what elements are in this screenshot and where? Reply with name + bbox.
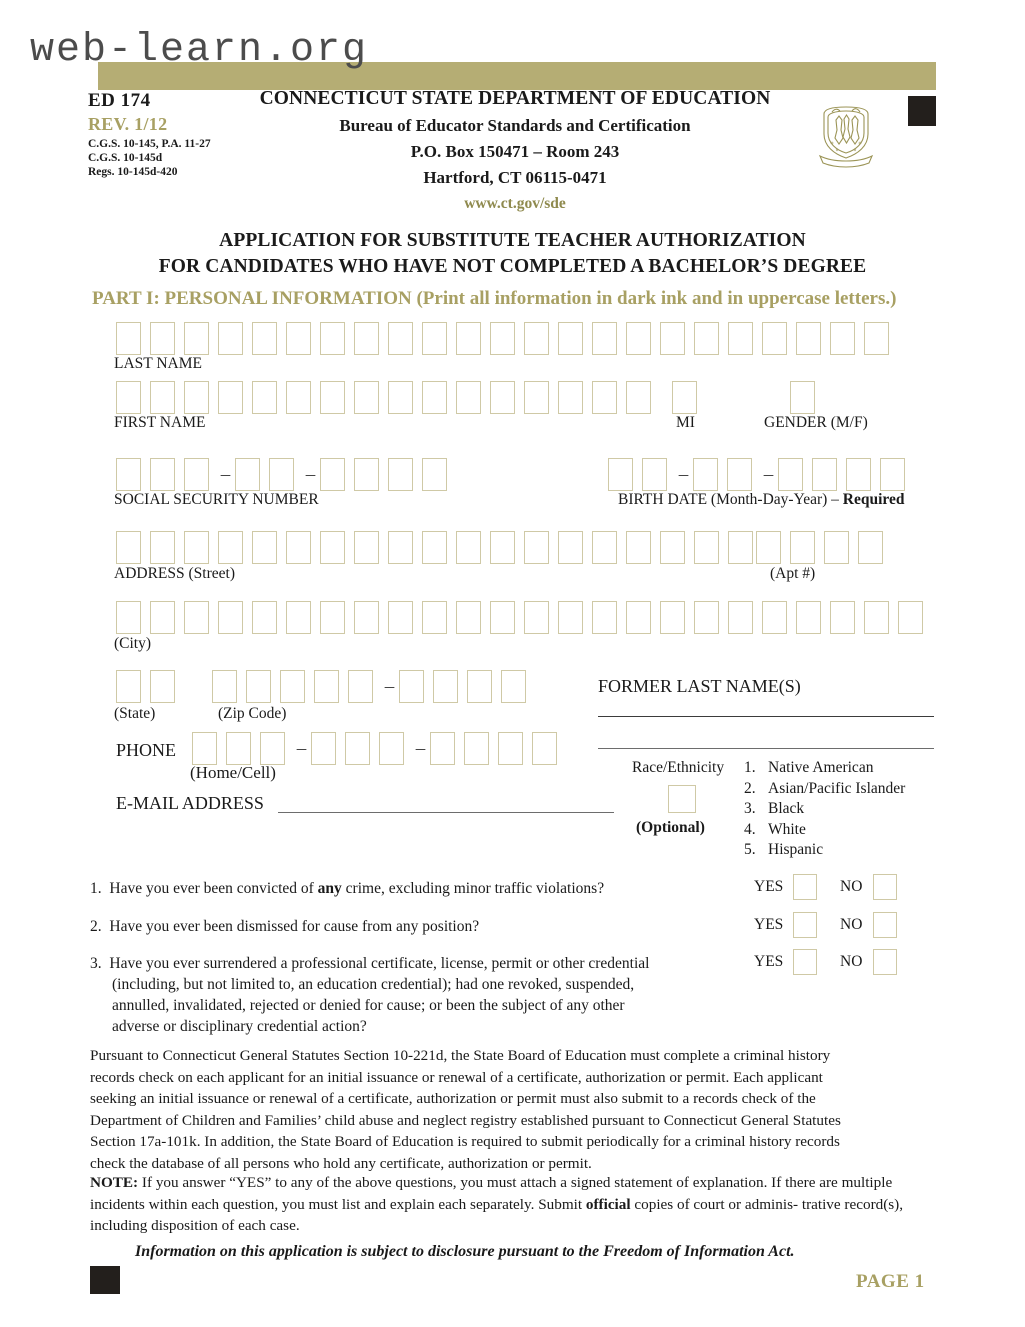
character-box[interactable]	[116, 531, 141, 564]
character-box[interactable]	[524, 322, 549, 355]
page-number-footer: PAGE 1	[856, 1271, 925, 1292]
character-box[interactable]	[880, 458, 905, 491]
character-box[interactable]	[858, 531, 883, 564]
note-line-1: If you answer “YES” to any of the above questions, you must attach a signed statement of explanation. If there are	[138, 1174, 838, 1191]
character-box[interactable]	[524, 601, 549, 634]
race-ethnicity-input[interactable]	[668, 785, 696, 813]
birth-date-label-text: BIRTH DATE (Month-Day-Year) –	[618, 491, 843, 508]
group-separator-dash: –	[220, 463, 231, 485]
race-option-number: 3.	[744, 800, 756, 817]
character-box[interactable]	[116, 381, 141, 414]
character-box[interactable]	[490, 531, 515, 564]
character-box[interactable]	[184, 322, 209, 355]
question-2-no-checkbox[interactable]	[873, 912, 897, 938]
po-box-line: P.O. Box 150471 – Room 243	[410, 142, 620, 161]
character-box[interactable]	[693, 458, 718, 491]
note-line-2a: multiple incidents within each question, you must list and explain each separately. Submit	[90, 1174, 893, 1213]
question-1	[90, 878, 730, 899]
character-box[interactable]	[592, 601, 617, 634]
character-box[interactable]	[218, 601, 243, 634]
page-title-line-2: FOR CANDIDATES WHO HAVE NOT COMPLETED A BACHELOR’S DEGREE	[158, 256, 867, 277]
race-option-label: Hispanic	[768, 841, 824, 858]
phone-input[interactable]	[192, 732, 566, 765]
zip-code-label: (Zip Code)	[218, 705, 287, 722]
question-2-no-label: NO	[840, 916, 863, 933]
character-box[interactable]	[286, 322, 311, 355]
registration-mark-bottom-left	[90, 1266, 120, 1294]
character-box[interactable]	[433, 670, 458, 703]
character-box[interactable]	[354, 322, 379, 355]
character-box[interactable]	[320, 322, 345, 355]
question-3-yes-checkbox[interactable]	[793, 949, 817, 975]
race-option	[744, 799, 905, 820]
character-box[interactable]	[286, 531, 311, 564]
race-option	[744, 820, 905, 841]
character-box[interactable]	[694, 322, 719, 355]
character-box[interactable]	[626, 381, 651, 414]
question-text: Have you ever been dismissed for cause from any position?	[109, 918, 480, 935]
note-line-2b: copies of court or adminis-	[630, 1195, 799, 1213]
agency-name: CONNECTICUT STATE DEPARTMENT OF EDUCATION	[259, 88, 771, 109]
character-box[interactable]	[260, 732, 285, 765]
character-box[interactable]	[252, 381, 277, 414]
statute-line: Department of Children and Families’ child abuse and neglect registry established pursuant to Connecticut General Statutes	[90, 1111, 841, 1129]
character-box[interactable]	[354, 601, 379, 634]
note-label: NOTE:	[90, 1174, 139, 1191]
note-line-3: trative record(s), including disposition of each case.	[90, 1195, 904, 1234]
character-box[interactable]	[626, 601, 651, 634]
character-box[interactable]	[778, 458, 803, 491]
character-box[interactable]	[192, 732, 217, 765]
watermark-text: web-learn.org	[30, 28, 369, 73]
character-box[interactable]	[345, 732, 370, 765]
question-1-yes-checkbox[interactable]	[793, 874, 817, 900]
race-option-number: 1.	[744, 759, 756, 776]
ssn-label: SOCIAL SECURITY NUMBER	[114, 491, 319, 508]
statute-line: Section 17a-101k. In addition, the State Board of Education is required to submit periodically for a criminal history records	[90, 1133, 840, 1150]
character-box[interactable]	[422, 458, 447, 491]
character-box[interactable]	[864, 601, 889, 634]
question-text: Have you ever surrendered a professional certificate, license, permit or other credential	[109, 955, 650, 972]
masthead-center-block	[190, 88, 840, 213]
question-continuation-line: adverse or disciplinary credential action?	[112, 1018, 367, 1035]
character-box[interactable]	[269, 458, 294, 491]
race-option-label: Asian/Pacific Islander	[768, 779, 906, 797]
character-box[interactable]	[592, 531, 617, 564]
character-box[interactable]	[354, 531, 379, 564]
email-input-line[interactable]	[278, 812, 614, 813]
race-option-label: White	[768, 820, 806, 838]
apartment-number-input[interactable]	[756, 531, 892, 564]
character-box[interactable]	[150, 601, 175, 634]
character-box[interactable]	[790, 381, 815, 414]
character-box[interactable]	[642, 458, 667, 491]
character-box[interactable]	[116, 670, 141, 703]
character-box[interactable]	[830, 322, 855, 355]
character-box[interactable]	[592, 322, 617, 355]
character-box[interactable]	[150, 670, 175, 703]
race-option-label: Native American	[768, 759, 874, 776]
statute-line: records check on each applicant for an initial issuance or renewal of a certificate, authorization or permit. Each applicant	[90, 1068, 823, 1086]
question-3	[90, 953, 730, 1037]
race-ethnicity-options	[744, 758, 905, 861]
gender-input[interactable]	[790, 381, 824, 414]
question-number: 1.	[90, 880, 110, 897]
birth-date-input[interactable]	[608, 458, 914, 491]
character-box[interactable]	[184, 381, 209, 414]
character-box[interactable]	[608, 458, 633, 491]
character-box[interactable]	[790, 531, 815, 564]
character-box[interactable]	[846, 458, 871, 491]
character-box[interactable]	[558, 381, 583, 414]
character-box[interactable]	[464, 732, 489, 765]
character-box[interactable]	[184, 601, 209, 634]
middle-initial-input[interactable]	[672, 381, 706, 414]
character-box[interactable]	[490, 601, 515, 634]
question-1-yes-label: YES	[754, 878, 784, 895]
question-continuation-line: (including, but not limited to, an education credential); had one revoked, suspended,	[112, 976, 635, 993]
race-ethnicity-label: Race/Ethnicity	[632, 759, 725, 776]
character-box[interactable]	[456, 601, 481, 634]
character-box[interactable]	[314, 670, 339, 703]
character-box[interactable]	[558, 601, 583, 634]
character-box[interactable]	[320, 381, 345, 414]
question-1-no-checkbox[interactable]	[873, 874, 897, 900]
character-box[interactable]	[796, 322, 821, 355]
character-box[interactable]	[388, 381, 413, 414]
form-number: ED 174	[88, 90, 151, 111]
statute-line: seeking an initial issuance or renewal of a certificate, authorization or permit must also submit to a records check of the	[90, 1090, 816, 1107]
first-name-label: FIRST NAME	[114, 414, 206, 431]
character-box[interactable]	[184, 458, 209, 491]
character-box[interactable]	[456, 381, 481, 414]
character-box[interactable]	[824, 531, 849, 564]
registration-mark-top-right	[908, 96, 936, 126]
group-separator-dash: –	[384, 675, 395, 697]
character-box[interactable]	[756, 531, 781, 564]
character-box[interactable]	[354, 458, 379, 491]
character-box[interactable]	[762, 322, 787, 355]
question-3-no-checkbox[interactable]	[873, 949, 897, 975]
character-box[interactable]	[150, 458, 175, 491]
character-box[interactable]	[399, 670, 424, 703]
character-box[interactable]	[524, 531, 549, 564]
character-box[interactable]	[388, 601, 413, 634]
character-box[interactable]	[212, 670, 237, 703]
question-number: 3.	[90, 955, 110, 972]
middle-initial-label: MI	[676, 414, 695, 431]
character-box[interactable]	[320, 531, 345, 564]
character-box[interactable]	[728, 322, 753, 355]
character-box[interactable]	[320, 458, 345, 491]
phone-sublabel: (Home/Cell)	[190, 763, 276, 782]
character-box[interactable]	[150, 381, 175, 414]
race-option	[744, 758, 905, 779]
character-box[interactable]	[348, 670, 373, 703]
race-option-number: 5.	[744, 841, 756, 858]
character-box[interactable]	[116, 458, 141, 491]
race-option	[744, 779, 905, 800]
character-box[interactable]	[422, 601, 447, 634]
agency-website-link[interactable]: www.ct.gov/sde	[464, 195, 566, 212]
citation-line-3: Regs. 10-145d-420	[88, 166, 178, 178]
group-separator-dash: –	[763, 463, 774, 485]
question-2	[90, 916, 730, 937]
phone-label: PHONE	[116, 740, 177, 760]
group-separator-dash: –	[415, 737, 426, 759]
state-input[interactable]	[116, 670, 184, 703]
character-box[interactable]	[150, 322, 175, 355]
character-box[interactable]	[246, 670, 271, 703]
character-box[interactable]	[728, 531, 753, 564]
character-box[interactable]	[490, 322, 515, 355]
zip-code-input[interactable]	[212, 670, 535, 703]
character-box[interactable]	[694, 531, 719, 564]
statute-line: Pursuant to Connecticut General Statutes Section 10-221d, the State Board of Education must complete a criminal history	[90, 1047, 831, 1064]
character-box[interactable]	[467, 670, 492, 703]
character-box[interactable]	[116, 322, 141, 355]
character-box[interactable]	[626, 531, 651, 564]
character-box[interactable]	[311, 732, 336, 765]
gender-label: GENDER (M/F)	[764, 414, 868, 431]
question-text: Have you ever been convicted of any crime, excluding minor traffic violations?	[109, 880, 605, 897]
race-option	[744, 840, 905, 861]
question-3-yes-label: YES	[754, 953, 784, 970]
character-box[interactable]	[422, 531, 447, 564]
former-last-names-line-1[interactable]	[598, 716, 934, 717]
former-last-names-line-2[interactable]	[598, 748, 934, 749]
character-box[interactable]	[252, 531, 277, 564]
group-separator-dash: –	[296, 737, 307, 759]
race-option-label: Black	[768, 800, 805, 817]
character-box[interactable]	[456, 531, 481, 564]
city-state-zip-line: Hartford, CT 06115-0471	[423, 168, 607, 187]
character-box[interactable]	[524, 381, 549, 414]
character-box[interactable]	[498, 732, 523, 765]
character-box[interactable]	[226, 732, 251, 765]
part-1-heading: PART I: PERSONAL INFORMATION (Print all information in dark ink and in uppercase letters.)	[92, 288, 897, 309]
character-box[interactable]	[830, 601, 855, 634]
question-2-yes-label: YES	[754, 916, 784, 933]
character-box[interactable]	[286, 381, 311, 414]
first-name-input[interactable]	[116, 381, 660, 414]
character-box[interactable]	[490, 381, 515, 414]
page-title	[0, 228, 1025, 280]
birth-date-required-flag: Required	[842, 491, 905, 508]
connecticut-state-seal-icon	[812, 98, 880, 170]
form-revision: REV. 1/12	[88, 114, 168, 134]
last-name-input[interactable]	[116, 322, 898, 355]
character-box[interactable]	[235, 458, 260, 491]
character-box[interactable]	[218, 322, 243, 355]
city-label: (City)	[114, 635, 152, 652]
character-box[interactable]	[320, 601, 345, 634]
character-box[interactable]	[812, 458, 837, 491]
question-emphasis: any	[317, 880, 342, 897]
character-box[interactable]	[150, 531, 175, 564]
citation-line-2: C.G.S. 10-145d	[88, 152, 163, 164]
character-box[interactable]	[422, 322, 447, 355]
bureau-name: Bureau of Educator Standards and Certification	[339, 116, 691, 135]
question-1-no-label: NO	[840, 878, 863, 895]
birth-date-label	[618, 491, 905, 509]
character-box[interactable]	[388, 458, 413, 491]
character-box[interactable]	[184, 531, 209, 564]
character-box[interactable]	[660, 322, 685, 355]
question-number: 2.	[90, 918, 110, 935]
note-block	[90, 1172, 940, 1237]
page-title-line-1: APPLICATION FOR SUBSTITUTE TEACHER AUTHORIZATION	[219, 230, 806, 251]
question-continuation-line: annulled, invalidated, rejected or denied for cause; or been the subject of any other	[112, 997, 625, 1014]
address-street-label: ADDRESS (Street)	[114, 565, 235, 582]
character-box[interactable]	[501, 670, 526, 703]
group-separator-dash: –	[678, 463, 689, 485]
character-box[interactable]	[762, 601, 787, 634]
character-box[interactable]	[116, 601, 141, 634]
character-box[interactable]	[558, 322, 583, 355]
former-last-names-label: FORMER LAST NAME(S)	[598, 676, 801, 696]
character-box[interactable]	[456, 322, 481, 355]
address-street-input[interactable]	[116, 531, 762, 564]
group-separator-dash: –	[305, 463, 316, 485]
character-box[interactable]	[592, 381, 617, 414]
character-box[interactable]	[626, 322, 651, 355]
character-box[interactable]	[898, 601, 923, 634]
character-box[interactable]	[388, 322, 413, 355]
race-option-number: 4.	[744, 820, 756, 838]
character-box[interactable]	[660, 531, 685, 564]
character-box[interactable]	[532, 732, 557, 765]
character-box[interactable]	[218, 531, 243, 564]
last-name-label: LAST NAME	[114, 355, 202, 372]
citation-line-1: C.G.S. 10-145, P.A. 11-27	[88, 138, 211, 150]
character-box[interactable]	[252, 601, 277, 634]
character-box[interactable]	[727, 458, 752, 491]
statute-paragraph	[90, 1045, 940, 1174]
character-box[interactable]	[388, 531, 413, 564]
character-box[interactable]	[379, 732, 404, 765]
question-2-yes-checkbox[interactable]	[793, 912, 817, 938]
character-box[interactable]	[660, 601, 685, 634]
statute-line: check the database of all persons who hold any certificate, authorization or permit.	[90, 1154, 592, 1172]
state-label: (State)	[114, 705, 156, 722]
character-box[interactable]	[286, 601, 311, 634]
character-box[interactable]	[796, 601, 821, 634]
character-box[interactable]	[422, 381, 447, 414]
ssn-input[interactable]	[116, 458, 456, 491]
character-box[interactable]	[864, 322, 889, 355]
character-box[interactable]	[280, 670, 305, 703]
character-box[interactable]	[558, 531, 583, 564]
character-box[interactable]	[218, 381, 243, 414]
character-box[interactable]	[672, 381, 697, 414]
character-box[interactable]	[694, 601, 719, 634]
character-box[interactable]	[252, 322, 277, 355]
character-box[interactable]	[728, 601, 753, 634]
apartment-number-label: (Apt #)	[770, 565, 816, 582]
question-3-no-label: NO	[840, 953, 863, 970]
race-option-number: 2.	[744, 779, 756, 797]
character-box[interactable]	[430, 732, 455, 765]
foi-notice: Information on this application is subject to disclosure pursuant to the Freedom of Information Act.	[135, 1243, 795, 1260]
race-ethnicity-optional-label: (Optional)	[636, 819, 705, 836]
email-label: E-MAIL ADDRESS	[116, 793, 264, 813]
city-input[interactable]	[116, 601, 932, 634]
note-official-emphasis: official	[585, 1195, 631, 1213]
character-box[interactable]	[354, 381, 379, 414]
